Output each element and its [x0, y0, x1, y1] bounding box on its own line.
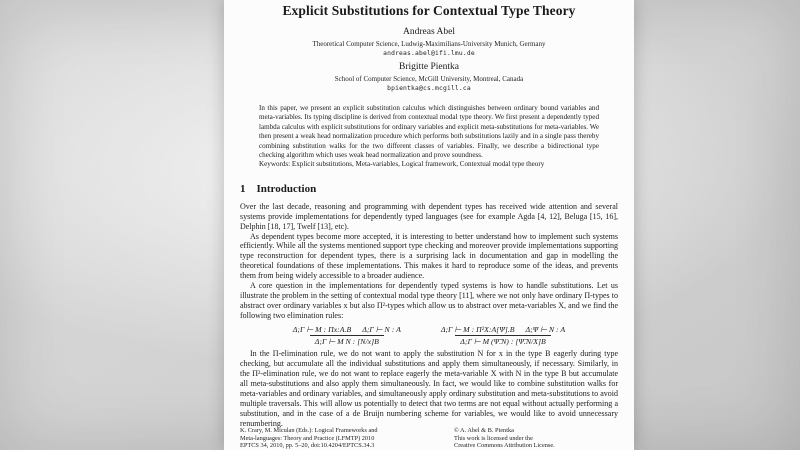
rule-conclusion: Δ;Γ ⊢ M (Ψ̂.N) : [Ψ̂.N/X]B — [455, 335, 550, 347]
author-affiliation: Theoretical Computer Science, Ludwig-Maximilians-University Munich, Germany — [312, 40, 546, 48]
rule-premise: Δ;Γ ⊢ M : Πx:A.B — [292, 324, 352, 334]
footer-publication-info — [240, 427, 454, 450]
author-email: bpientka@cs.mcgill.ca — [387, 85, 471, 92]
paragraph: As dependent types become more accepted, it is interesting to better understand how to implement such systems efficiently. While all the systems mentioned support type checking and moreover provide implementations supporting type reconstruction for dependent types, there is a surprising lack in documentation and gap in modelling the theoretical foundations of these implementations. This makes it hard to reproduce some of the ideas, and prevents them from being widely accessible to a broader audience. — [240, 231, 618, 281]
paper-page — [224, 0, 634, 450]
section-title: Introduction — [256, 182, 317, 195]
author-block-abel — [240, 27, 618, 58]
section-heading-introduction — [240, 183, 618, 196]
author-affiliation: School of Computer Science, McGill University, Montreal, Canada — [334, 75, 524, 83]
footer-line: EPTCS 34, 2010, pp. 5–20, doi:10.4204/EPTCS.34.3 — [240, 442, 375, 450]
author-name: Andreas Abel — [403, 27, 455, 37]
paragraph: A core question in the implementations for dependently typed systems is how to handle substitutions. Let us illustrate the problem in the setting of contextual modal type theory [11], where we not only have ordinary Π-types to abstract over ordinary variables x but also Π²-types which allow us to abstract over meta-variables X, and we find the following two elimination rules: — [240, 281, 618, 320]
rule-premises — [290, 325, 404, 335]
footer-line: K. Crary, M. Miculan (Eds.): Logical Frameworks and — [240, 427, 378, 435]
footer-line: © A. Abel & B. Pientka — [454, 427, 514, 435]
paragraph: Over the last decade, reasoning and programming with dependent types has received wide attention and several systems provide implementations for dependently typed languages (see for example Agda [4, 12], Beluga [15, 16], Delphin [18, 17], Twelf [13], etc). — [240, 201, 618, 231]
footer-line: This work is licensed under the — [454, 434, 533, 442]
abstract-text: In this paper, we present an explicit substitution calculus which distinguishes between ordinary bound variables and meta-variables. Its typing discipline is derived from contextual modal type theory. We first present a dependently typed lambda calculus with explicit substitutions for ordinary variables and explicit meta-substitutions for meta-variables. We then present a weak head normalization procedure which performs both substitutions lazily and in a single pass thereby combining substitution walks for the two different classes of variables. Finally, we describe a bidirectional type checking algorithm which uses weak head normalization and prove soundness. — [259, 104, 599, 160]
paragraph: In the Π-elimination rule, we do not want to apply the substitution N for x in the type B eagerly during type checking, but accumulate all the individual substitutions and apply them simultaneously, if necessary. Similarly, in the Π²-elimination rule, we do not want to replace eagerly the meta-variable X with N in the type B but accumulate all meta-substitutions and also apply them simultaneously. In fact, we would like to combine substitution walks for meta-variables and ordinary variables, and simultaneously apply ordinary substitution and meta-substitutions to avoid multiple traversals. This will allow us potentially to detect that two terms are not equal without actually performing a substitution, and in the case of a de Bruijn numbering scheme for variables, we would like to avoid unnecessary renumbering. — [240, 349, 618, 428]
rule-conclusion: Δ;Γ ⊢ M N : [N/x]B — [310, 335, 384, 347]
rule-premise: Δ;Ψ ⊢ N : A — [525, 324, 566, 334]
rule-premise: Δ;Γ ⊢ M : Π²X:A[Ψ].B — [440, 324, 515, 334]
rule-premise: Δ;Γ ⊢ N : A — [362, 324, 401, 334]
elimination-rules-display — [240, 325, 618, 347]
pi-elimination-rule — [290, 325, 404, 347]
author-email: andreas.abel@ifi.lmu.de — [383, 50, 475, 57]
author-name: Brigitte Pientka — [399, 62, 459, 72]
footer-copyright-info — [454, 427, 618, 450]
paper-title: Explicit Substitutions for Contextual Type Theory — [282, 3, 576, 18]
pi-box-elimination-rule — [438, 325, 568, 347]
footer-line: Meta-languages: Theory and Practice (LFMTP) 2010 — [240, 434, 375, 442]
footer-line: Creative Commons Attribution License. — [454, 442, 555, 450]
author-block-pientka — [240, 62, 618, 93]
paper-page-content — [224, 3, 634, 450]
rule-premises — [438, 325, 568, 335]
page-footer — [240, 427, 618, 450]
keywords-line: Keywords: Explicit substitutions, Meta-variables, Logical framework, Contextual modal type theory — [259, 160, 545, 169]
section-number: 1 — [240, 182, 246, 195]
